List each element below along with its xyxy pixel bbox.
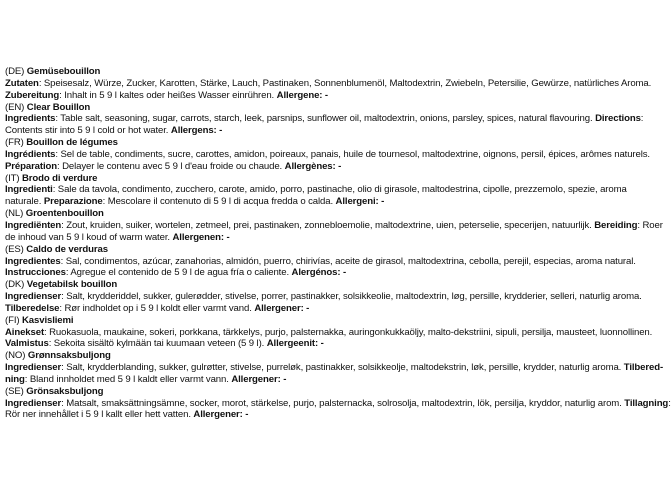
body-text: : Rør indholdet op i 5 9 l koldt eller varmt vand. <box>59 302 255 314</box>
label-text-line <box>5 303 636 315</box>
body-text: : Speisesalz, Würze, Zucker, Karotten, Stärke, Lauch, Pastinaken, Sonnenblumenöl, Maltodextrin, Zwiebeln, Petersilie, Gewürze, natürliches Aroma. <box>38 77 652 89</box>
bold-term: Ingredienser <box>5 362 62 374</box>
bold-term: Valmistus <box>5 338 49 350</box>
label-text-line <box>5 267 636 279</box>
bold-term: Preparazione <box>43 196 103 208</box>
bold-term: Ingredienser <box>5 397 62 409</box>
bold-term: Zubereitung <box>5 89 60 101</box>
section-heading <box>5 386 636 398</box>
body-text: Contents stir into 5 9 l cold or hot water. <box>5 125 171 137</box>
label-text-line <box>5 125 636 137</box>
section-heading <box>5 102 636 114</box>
bold-term: Ingredientes <box>5 255 61 267</box>
body-text: : Delayer le contenu avec 5 9 l d'eau froide ou chaude. <box>57 160 285 172</box>
body-text: : Mescolare il contenuto di 5 9 l di acqua fredda o calda. <box>102 196 336 208</box>
label-text-line <box>5 409 636 421</box>
label-text-line <box>5 232 636 244</box>
language-code: (NO) <box>5 350 26 362</box>
language-code: (EN) <box>5 101 25 113</box>
label-text-line <box>5 326 653 339</box>
label-text-line <box>5 196 636 208</box>
label-text-line <box>5 77 652 90</box>
bold-term: Allergener: - <box>193 409 249 421</box>
bold-term: Alergénos: - <box>291 267 347 279</box>
bold-term: Ingrédients <box>5 148 56 160</box>
label-text-line <box>5 219 663 232</box>
bold-term: Allergene: - <box>276 89 328 101</box>
body-text: : Zout, kruiden, suiker, wortelen, zetmeel, prei, pastinaken, zonnebloemolie, maltodextrine, uien, peterselie, specerijen, natuurlijk. <box>61 219 595 231</box>
bold-term: Ingrediënten <box>5 219 62 231</box>
bold-term: Directions <box>595 113 641 125</box>
body-text: : Matsalt, smaksättningsämne, socker, morot, stärkelse, purjo, palsternacka, solrosolja, maltodextrin, lök, persilja, kryddor, naturlig arom. <box>61 397 625 409</box>
body-text: : Roer <box>637 219 663 231</box>
label-text-line <box>5 90 636 102</box>
product-name: Grönsaksbuljong <box>26 385 104 397</box>
body-text: : Inhalt in 5 9 l kaltes oder heißes Wasser einrühren. <box>59 89 277 101</box>
bold-term: Tillagning <box>624 397 669 409</box>
body-text: : Sal, condimentos, azúcar, zanahorias, almidón, puerro, chirivías, aceite de girasol, maltodextrina, cebolla, perejil, especias, aroma natural. <box>60 255 636 267</box>
bold-term: Allergens: - <box>170 125 223 137</box>
product-name: Gemüsebouillon <box>26 66 101 77</box>
label-text-line <box>5 113 644 125</box>
language-code: (ES) <box>5 243 24 255</box>
section-heading <box>5 315 636 327</box>
language-code: (NL) <box>5 208 24 220</box>
body-text: de inhoud van 5 9 l koud of warm water. <box>5 231 173 243</box>
body-text: naturale. <box>5 196 44 208</box>
bold-term: Ingredienser <box>5 291 62 303</box>
language-code: (DE) <box>5 66 25 77</box>
section-heading <box>5 244 636 256</box>
body-text: : Sel de table, condiments, sucre, carottes, amidon, poireaux, panais, huile de tournesol, maltodextrine, oignons, persil, épices, arômes naturels. <box>55 148 650 160</box>
body-text: : Agregue el contenido de 5 9 l de agua fría o caliente. <box>65 267 292 279</box>
label-text-line <box>5 291 642 303</box>
label-text-line <box>5 338 636 350</box>
section-heading <box>5 66 636 78</box>
section-heading <box>5 350 636 362</box>
product-name: Groentenbouillon <box>25 208 104 220</box>
body-text: : <box>668 397 671 409</box>
body-text: : Ruokasuola, maukaine, sokeri, porkkana, tärkkelys, purjo, palsternakka, auringonkukkaöljy, malto-dekstriini, sipuli, persilja, mausteet, luonnollinen. <box>44 326 653 338</box>
section-heading <box>5 208 636 220</box>
body-text: : Salt, krydderblanding, sukker, gulrøtter, stivelse, purreløk, pastinakker, solsikkeolje, maltodekstrin, løk, persille, krydder, naturlig aroma. <box>61 362 624 374</box>
bold-term: Tilberedelse <box>5 302 60 314</box>
label-text-line <box>5 374 636 386</box>
bold-term: Instrucciones <box>5 267 66 279</box>
bold-term: Allergener: - <box>231 373 287 385</box>
language-code: (IT) <box>5 172 20 184</box>
body-text: : Bland innholdet med 5 9 l kaldt eller varmt vann. <box>24 373 232 385</box>
product-name: Grønnsaksbuljong <box>27 350 111 362</box>
label-text-line <box>5 148 650 161</box>
bold-term: Ingredients <box>5 113 56 125</box>
label-text-line <box>5 362 664 374</box>
body-text: : Table salt, seasoning, sugar, carrots, starch, leek, parsnips, sunflower oil, maltodextrin, onions, parsley, spices, natural flavouring. <box>55 113 596 125</box>
bold-term: Allergènes: - <box>284 160 342 172</box>
bold-term: ning <box>5 373 25 385</box>
bold-term: Bereiding <box>594 219 638 231</box>
body-text: Rör ner innehållet i 5 9 l kallt eller hett vatten. <box>5 409 194 421</box>
product-name: Kasvisliemi <box>21 314 74 326</box>
bold-term: Allergeenit: - <box>266 338 324 350</box>
bold-term: Allergenen: - <box>172 231 230 243</box>
bold-term: Préparation <box>5 160 57 172</box>
section-heading <box>5 173 636 185</box>
label-text-line <box>5 256 636 268</box>
section-heading <box>5 279 636 291</box>
product-name: Clear Bouillon <box>26 101 91 113</box>
body-text: : <box>640 113 644 125</box>
language-code: (SE) <box>5 385 24 397</box>
label-text-line <box>5 161 636 173</box>
body-text: : Salt, krydderiddel, sukker, gulerødder, stivelse, porrer, pastinakker, solsikkeolie, maltodextrin, løg, persille, krydderier, selleri, naturlig aroma. <box>61 291 642 303</box>
body-text: : Sekoita sisältö kylmään tai kuumaan veteen (5 9 l). <box>48 338 267 350</box>
label-text-line <box>5 184 636 196</box>
product-name: Vegetabilsk bouillon <box>26 279 118 291</box>
bold-term: Allergener: - <box>254 302 310 314</box>
bold-term: Tilbered- <box>623 362 664 374</box>
bold-term: Zutaten <box>5 77 39 89</box>
section-heading <box>5 137 636 149</box>
language-code: (FI) <box>5 314 20 326</box>
body-text: : Sale da tavola, condimento, zucchero, carote, amido, porro, pastinache, olio di girasole, maltodestrina, cipolle, prezzemolo, spezie, aroma <box>52 184 627 196</box>
product-name: Bouillon de légumes <box>26 137 118 149</box>
bold-term: Ingredienti <box>5 184 53 196</box>
label-text-line <box>5 397 671 410</box>
product-name: Brodo di verdure <box>21 172 98 184</box>
product-name: Caldo de verduras <box>26 243 108 255</box>
bold-term: Ainekset <box>5 326 45 338</box>
language-code: (FR) <box>5 137 24 149</box>
bold-term: Allergeni: - <box>335 196 385 208</box>
language-code: (DK) <box>5 279 25 291</box>
